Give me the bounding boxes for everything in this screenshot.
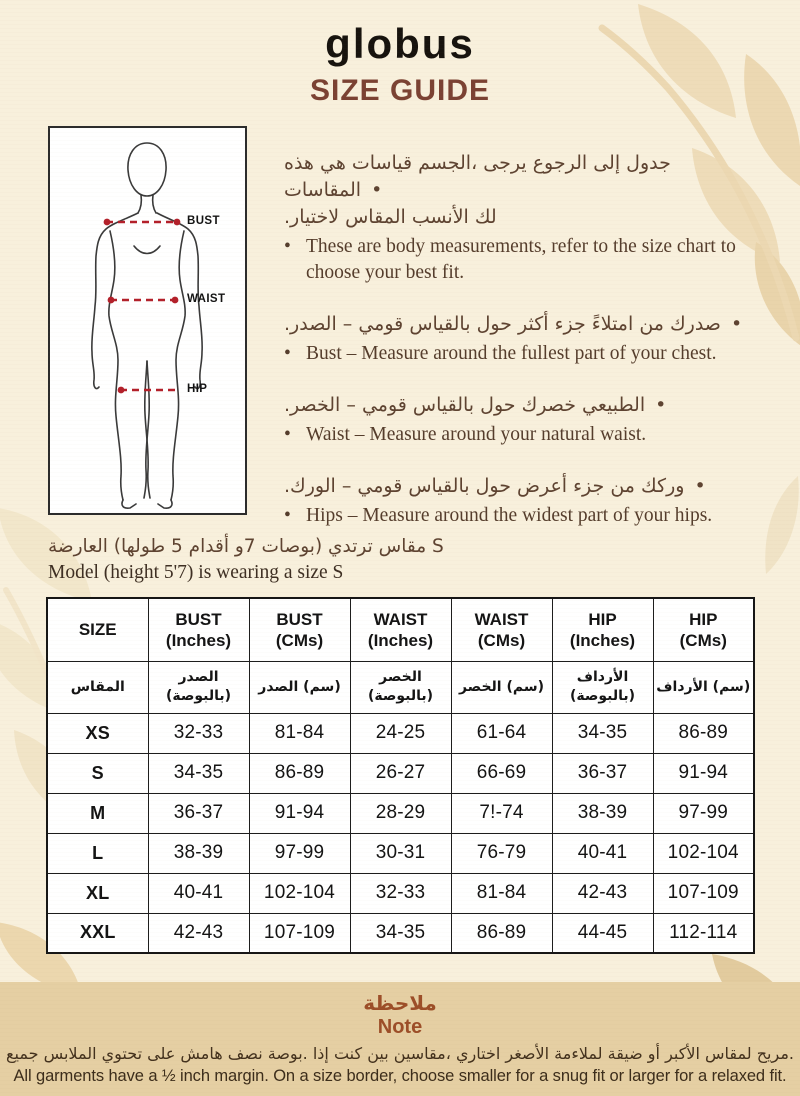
bullet-marker: • bbox=[284, 236, 291, 257]
instruction-list bbox=[284, 150, 758, 554]
measurement-cell: 66-69 bbox=[451, 753, 552, 793]
instruction-item bbox=[284, 150, 758, 286]
column-header: SIZE bbox=[47, 598, 148, 661]
measurement-cell: 44-45 bbox=[552, 913, 653, 953]
instruction-english-line bbox=[284, 234, 758, 286]
measurement-cell: 26-27 bbox=[350, 753, 451, 793]
measurement-cell: 28-29 bbox=[350, 793, 451, 833]
column-header: BUST (Inches) bbox=[148, 598, 249, 661]
measurement-cell: 61-64 bbox=[451, 713, 552, 753]
measurement-cell: 81-84 bbox=[249, 713, 350, 753]
column-header-arabic: الصدر (بالبوصة) bbox=[148, 661, 249, 713]
measurement-cell: 34-35 bbox=[148, 753, 249, 793]
size-cell: XXL bbox=[47, 913, 148, 953]
bullet-marker: • bbox=[655, 394, 667, 416]
measurement-cell: 32-33 bbox=[350, 873, 451, 913]
instruction-english-line bbox=[284, 503, 758, 529]
model-note-arabic: العارضة (طولها 5 أقدام و7 بوصات) ترتدي مقاس S bbox=[48, 536, 444, 557]
table-row bbox=[47, 833, 754, 873]
note-title-english: Note bbox=[377, 1016, 423, 1038]
instruction-arabic-line: هذه هي قياسات الجسم، يرجى الرجوع إلى جدول المقاسات • bbox=[284, 152, 671, 201]
measurement-cell: 32-33 bbox=[148, 713, 249, 753]
female-figure-illustration bbox=[50, 128, 245, 513]
model-note bbox=[48, 533, 444, 584]
waist-label: WAIST bbox=[187, 293, 226, 305]
measure-lines bbox=[106, 222, 180, 390]
measurement-cell: 91-94 bbox=[653, 753, 754, 793]
measurement-cell: 97-99 bbox=[249, 833, 350, 873]
column-header: HIP (Inches) bbox=[552, 598, 653, 661]
table-row bbox=[47, 753, 754, 793]
bullet-marker: • bbox=[284, 343, 291, 364]
measurement-cell: 86-89 bbox=[653, 713, 754, 753]
bullet-marker: • bbox=[694, 475, 706, 497]
size-cell: S bbox=[47, 753, 148, 793]
note-body-arabic: جميع الملابس تحتوي على هامش نصف بوصة. إذا كنت بين مقاسين، اختاري الأصغر لملاءمة ضيقة أو الأكبر لمقاس مريح. bbox=[5, 1044, 794, 1063]
instruction-english-text: Waist – Measure around your natural waist. bbox=[306, 424, 647, 445]
bullet-marker: • bbox=[730, 313, 743, 335]
instruction-arabic-line: .لاختيار المقاس الأنسب لك bbox=[284, 206, 497, 228]
measurement-cell: 38-39 bbox=[148, 833, 249, 873]
measurement-cell: 42-43 bbox=[148, 913, 249, 953]
table-row bbox=[47, 913, 754, 953]
instruction-english-text: These are body measurements, refer to the size chart to choose your best fit. bbox=[306, 236, 736, 283]
measurement-cell: 102-104 bbox=[249, 873, 350, 913]
brand-logo: globus bbox=[325, 20, 475, 67]
column-header: WAIST (CMs) bbox=[451, 598, 552, 661]
size-cell: M bbox=[47, 793, 148, 833]
measurement-cell: 76-79 bbox=[451, 833, 552, 873]
instruction-item bbox=[284, 473, 758, 529]
column-header-arabic: الأرداف (بالبوصة) bbox=[552, 661, 653, 713]
measurement-cell: 112-114 bbox=[653, 913, 754, 953]
bullet-marker: • bbox=[284, 505, 291, 526]
column-header-arabic: المقاس bbox=[47, 661, 148, 713]
column-header: HIP (CMs) bbox=[653, 598, 754, 661]
measurement-cell: 97-99 bbox=[653, 793, 754, 833]
size-cell: L bbox=[47, 833, 148, 873]
column-header-arabic: الخصر (بالبوصة) bbox=[350, 661, 451, 713]
column-header: BUST (CMs) bbox=[249, 598, 350, 661]
measurement-cell: 86-89 bbox=[451, 913, 552, 953]
page-title: SIZE GUIDE bbox=[309, 74, 491, 107]
measurement-cell: 102-104 bbox=[653, 833, 754, 873]
table-row bbox=[47, 793, 754, 833]
instruction-english-line bbox=[284, 422, 758, 448]
measurement-cell: 107-109 bbox=[653, 873, 754, 913]
note-section bbox=[0, 982, 800, 1096]
measurement-cell: 30-31 bbox=[350, 833, 451, 873]
measurement-cell: 34-35 bbox=[552, 713, 653, 753]
size-chart-table bbox=[46, 597, 755, 954]
measurement-cell: 38-39 bbox=[552, 793, 653, 833]
measurement-cell: 91-94 bbox=[249, 793, 350, 833]
column-header-arabic: الخصر (سم) bbox=[451, 661, 552, 713]
body-measurement-diagram bbox=[48, 126, 247, 515]
hip-label: HIP bbox=[187, 383, 208, 395]
measurement-cell: 24-25 bbox=[350, 713, 451, 753]
note-title-arabic: ملاحظة bbox=[363, 991, 437, 1015]
measurement-cell: 42-43 bbox=[552, 873, 653, 913]
table-row bbox=[47, 873, 754, 913]
instruction-item bbox=[284, 392, 758, 448]
column-header-arabic: الأرداف (سم) bbox=[653, 661, 754, 713]
table-row bbox=[47, 713, 754, 753]
size-cell: XL bbox=[47, 873, 148, 913]
measurement-cell: 40-41 bbox=[552, 833, 653, 873]
measurement-cell: 86-89 bbox=[249, 753, 350, 793]
size-cell: XS bbox=[47, 713, 148, 753]
measurement-cell: 36-37 bbox=[148, 793, 249, 833]
column-header-arabic: الصدر (سم) bbox=[249, 661, 350, 713]
table-header-row-english bbox=[47, 598, 754, 661]
bullet-marker: • bbox=[284, 424, 291, 445]
note-body-english: All garments have a ½ inch margin. On a size border, choose smaller for a snug fit or larger for a relaxed fit. bbox=[13, 1067, 787, 1085]
bust-label: BUST bbox=[187, 215, 220, 227]
table-header-row-arabic bbox=[47, 661, 754, 713]
measurement-cell: 34-35 bbox=[350, 913, 451, 953]
bullet-marker: • bbox=[371, 179, 383, 201]
model-note-english: Model (height 5'7) is wearing a size S bbox=[48, 562, 344, 583]
measurement-cell: 7!-74 bbox=[451, 793, 552, 833]
instruction-arabic-line: .الخصر – قومي بالقياس حول خصرك الطبيعي • bbox=[284, 394, 667, 416]
measurement-cell: 81-84 bbox=[451, 873, 552, 913]
column-header: WAIST (Inches) bbox=[350, 598, 451, 661]
instruction-item bbox=[284, 311, 758, 367]
instruction-english-text: Bust – Measure around the fullest part of your chest. bbox=[306, 343, 717, 364]
measurement-cell: 36-37 bbox=[552, 753, 653, 793]
measurement-cell: 40-41 bbox=[148, 873, 249, 913]
instruction-english-line bbox=[284, 341, 758, 367]
instruction-arabic-line: .الورك – قومي بالقياس حول أعرض جزء من وركك • bbox=[284, 475, 706, 497]
measurement-cell: 107-109 bbox=[249, 913, 350, 953]
instruction-english-text: Hips – Measure around the widest part of your hips. bbox=[306, 505, 713, 526]
instruction-arabic-line: .الصدر – قومي بالقياس حول أكثر جزء امتلاءً من صدرك • bbox=[284, 313, 743, 335]
